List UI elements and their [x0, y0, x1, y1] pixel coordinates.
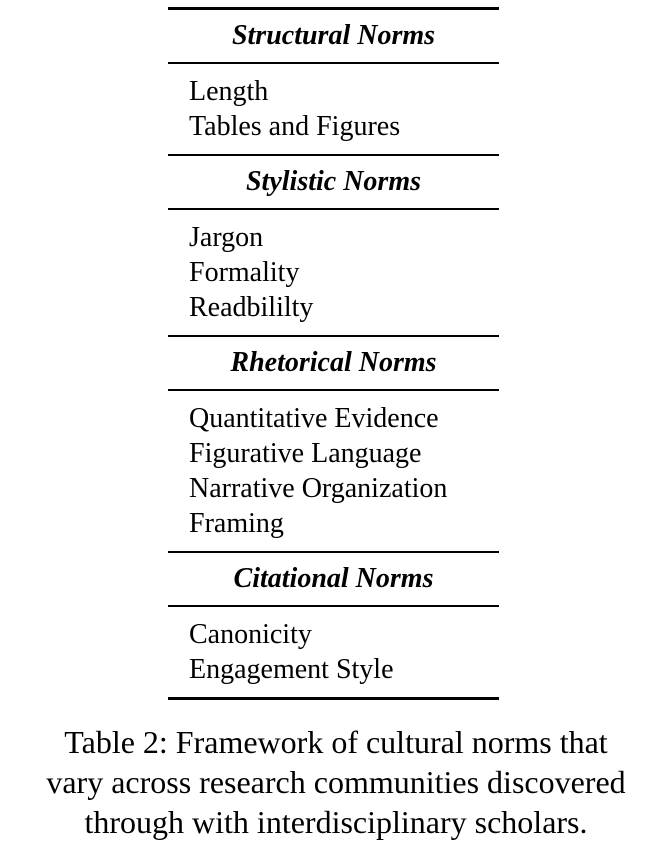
norms-table	[168, 7, 499, 700]
norm-item: Tables and Figures	[189, 111, 401, 142]
section-body-citational	[168, 607, 499, 697]
caption-line: through with interdisciplinary scholars.	[84, 804, 588, 840]
norm-item: Narrative Organization	[189, 473, 448, 504]
section-body-rhetorical	[168, 391, 499, 551]
norm-item: Framing	[189, 508, 284, 539]
norm-item: Figurative Language	[189, 438, 422, 469]
section-header-stylistic: Stylistic Norms	[245, 166, 421, 197]
caption-line: Table 2: Framework of cultural norms that	[64, 724, 608, 760]
norm-item: Canonicity	[189, 619, 312, 650]
norm-item: Formality	[189, 257, 300, 288]
section-header-structural: Structural Norms	[231, 20, 436, 51]
bottom-rule	[168, 697, 499, 700]
norm-item: Jargon	[189, 222, 264, 253]
norm-item: Quantitative Evidence	[189, 403, 439, 434]
section-header-rhetorical: Rhetorical Norms	[230, 347, 437, 378]
section-body-structural	[168, 64, 499, 154]
norm-item: Length	[189, 76, 269, 107]
section-header-citational: Citational Norms	[233, 563, 434, 594]
norm-item: Readbililty	[189, 292, 314, 323]
caption-line: vary across research communities discovered	[46, 764, 626, 800]
table-caption	[0, 722, 672, 842]
norm-item: Engagement Style	[189, 654, 394, 685]
section-body-stylistic	[168, 210, 499, 335]
